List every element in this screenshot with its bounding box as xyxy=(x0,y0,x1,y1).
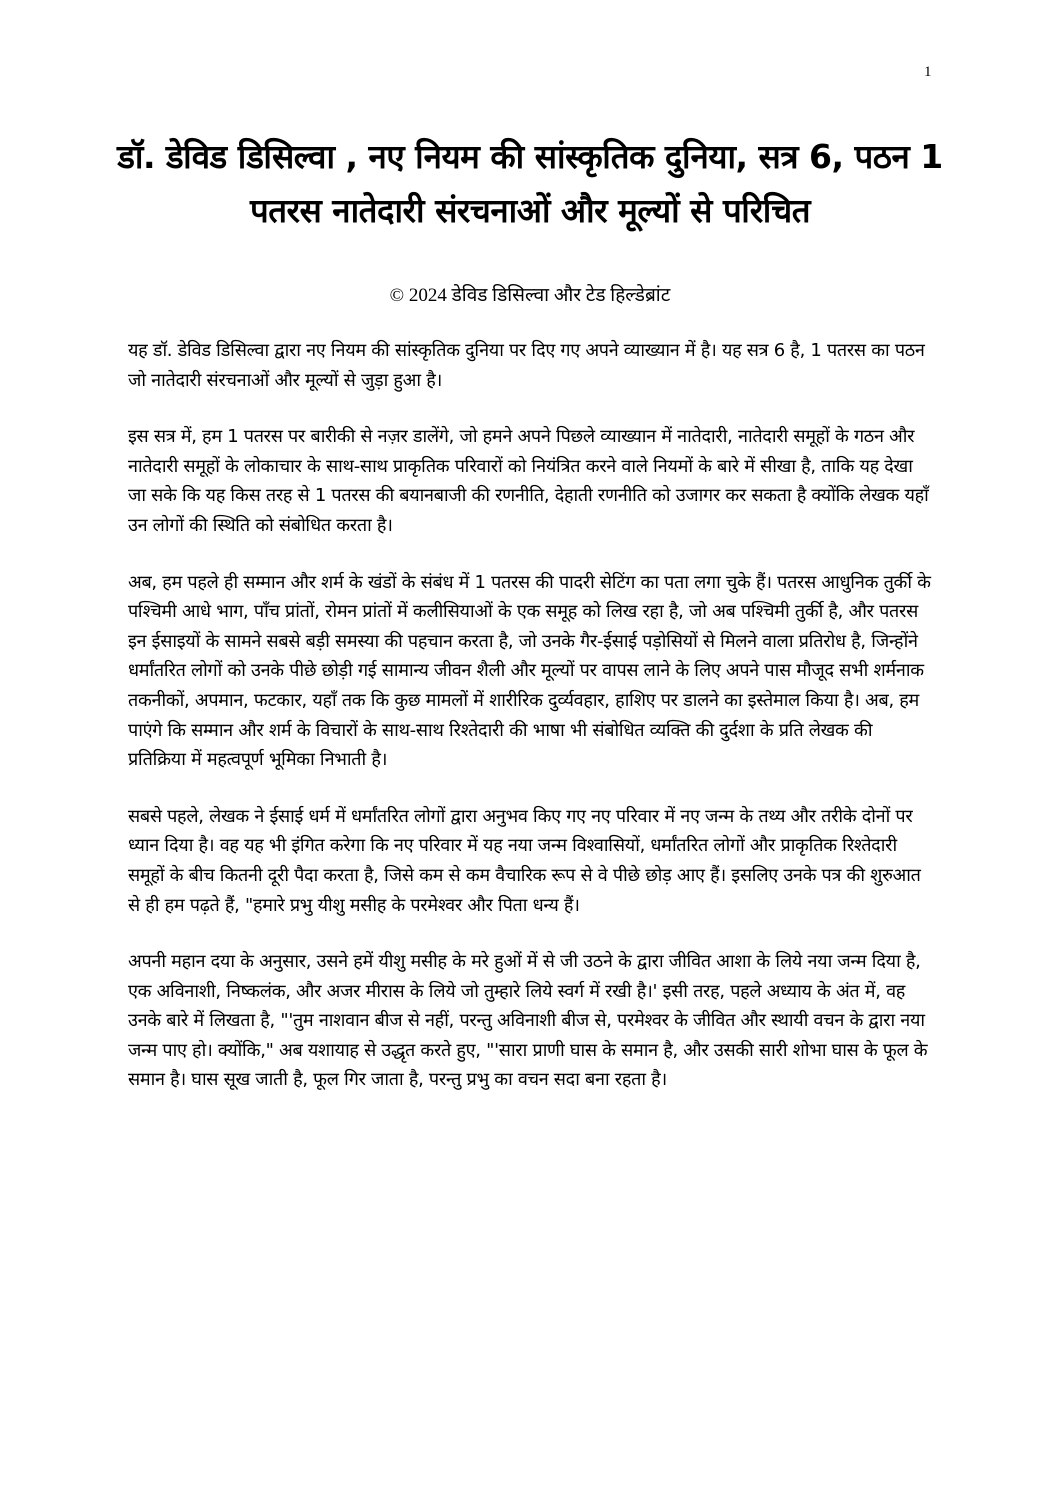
paragraph-intro: यह डॉ. डेविड डिसिल्वा द्वारा नए नियम की सांस्कृतिक दुनिया पर दिए गए अपने व्याख्यान में है। यह सत्र 6 है, 1 पतरस का पठन जो नातेदारी संरचनाओं और मूल्यों से जुड़ा हुआ है। xyxy=(128,340,925,391)
document-body xyxy=(128,336,932,1122)
paragraph-scripture-quote: अपनी महान दया के अनुसार, उसने हमें यीशु मसीह के मरे हुओं में से जी उठने के द्वारा जीवित आशा के लिये नया जन्म दिया है, एक अविनाशी, निष्कलंक, और अजर मीरास के लिये जो तुम्हारे लिये स्वर्ग में रखी है।' इसी तरह, पहले अध्याय के अंत में, वह उनके बारे में लिखता है, "'तुम नाशवान बीज से नहीं, परन्तु अविनाशी बीज से, परमेश्वर के जीवित और स्थायी वचन के द्वारा नया जन्म पाए हो। क्योंकि," अब यशायाह से उद्धृत करते हुए, "'सारा प्राणी घास के समान है, और उसकी सारी शोभा घास के फूल के समान है। घास सूख जाती है, फूल गिर जाता है, परन्तु प्रभु का वचन सदा बना रहता है। xyxy=(128,951,928,1091)
copyright-line: © 2024 डेविड डिसिल्वा और टेड हिल्डेब्रांट xyxy=(389,285,671,306)
paragraph-session-overview: इस सत्र में, हम 1 पतरस पर बारीकी से नज़र डालेंगे, जो हमने अपने पिछले व्याख्यान में नातेदारी, नातेदारी समूहों के गठन और नातेदारी समूहों के लोकाचार के साथ-साथ प्राकृतिक परिवारों को नियंत्रित करने वाले नियमों के बारे में सीखा है, ताकि यह देखा जा सके कि यह किस तरह से 1 पतरस की बयानबाजी की रणनीति, देहाती रणनीति को उजागर कर सकता है क्योंकि लेखक यहाँ उन लोगों की स्थिति को संबोधित करता है। xyxy=(128,426,929,536)
paragraph-new-birth: सबसे पहले, लेखक ने ईसाई धर्म में धर्मांतरित लोगों द्वारा अनुभव किए गए नए परिवार में नए जन्म के तथ्य और तरीके दोनों पर ध्यान दिया है। वह यह भी इंगित करेगा कि नए परिवार में यह नया जन्म विश्वासियों, धर्मांतरित लोगों और प्राकृतिक रिश्तेदारी समूहों के बीच कितनी दूरी पैदा करता है, जिसे कम से कम वैचारिक रूप से वे पीछे छोड़ आए हैं। इसलिए उनके पत्र की शुरुआत से ही हम पढ़ते हैं, "हमारे प्रभु यीशु मसीह के परमेश्वर और पिता धन्य हैं। xyxy=(128,805,921,916)
paragraph-pastoral-setting: अब, हम पहले ही सम्मान और शर्म के खंडों के संबंध में 1 पतरस की पादरी सेटिंग का पता लगा चुके हैं। पतरस आधुनिक तुर्की के पश्चिमी आधे भाग, पाँच प्रांतों, रोमन प्रांतों में कलीसियाओं के एक समूह को लिख रहा है, जो अब पश्चिमी तुर्की है, और पतरस इन ईसाइयों के सामने सबसे बड़ी समस्या की पहचान करता है, जो उनके गैर-ईसाई पड़ोसियों से मिलने वाला प्रतिरोध है, जिन्होंने धर्मांतरित लोगों को उनके पीछे छोड़ी गई सामान्य जीवन शैली और मूल्यों पर वापस लाने के लिए अपने पास मौजूद सभी शर्मनाक तकनीकों, अपमान, फटकार, यहाँ तक कि कुछ मामलों में शारीरिक दुर्व्यवहार, हाशिए पर डालने का इस्तेमाल किया है। अब, हम पाएंगे कि सम्मान और शर्म के विचारों के साथ-साथ रिश्तेदारी की भाषा भी संबोधित व्यक्ति की दुर्दशा के प्रति लेखक की प्रतिक्रिया में महत्वपूर्ण भूमिका निभाती है। xyxy=(128,571,931,771)
document-title: डॉ. डेविड डिसिल्वा , नए नियम की सांस्कृतिक दुनिया, सत्र 6, पठन 1 पतरस नातेदारी संरचनाओं और मूल्यों से परिचित xyxy=(117,137,943,230)
page-number: 1 xyxy=(924,64,932,80)
